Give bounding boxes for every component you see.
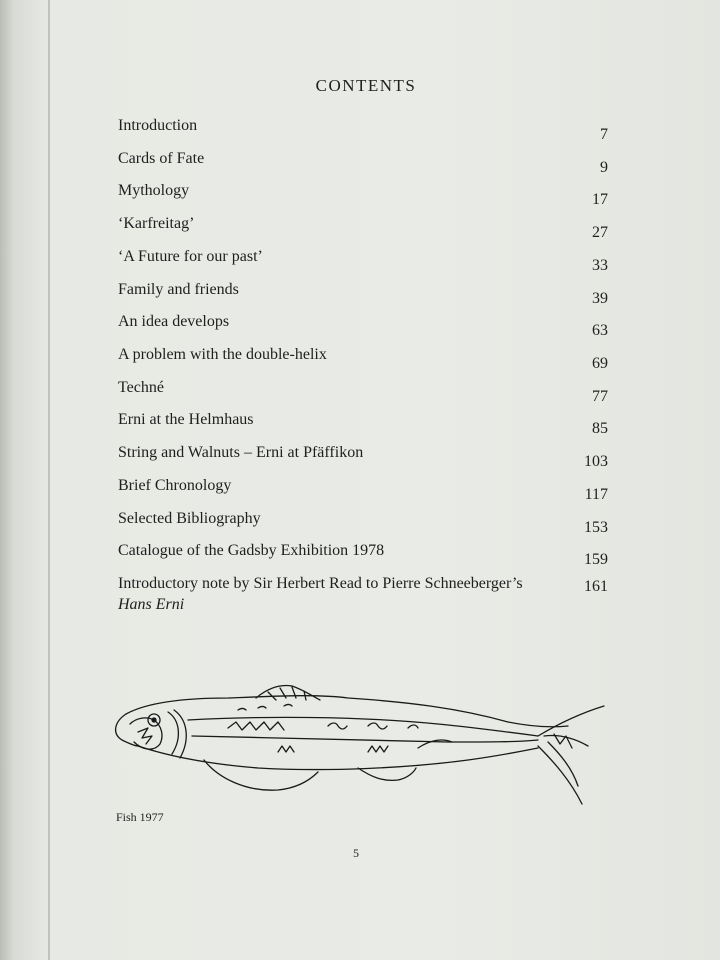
toc-entry-page: 77 <box>592 388 608 405</box>
toc-entry-page: 39 <box>592 290 608 307</box>
toc-entry-title: String and Walnuts – Erni at Pfäffikon <box>118 444 364 461</box>
toc-entry-title: Erni at the Helmhaus <box>118 411 254 428</box>
toc-entry-page: 17 <box>592 191 608 208</box>
toc-entry-page: 159 <box>584 551 608 568</box>
toc-entry-page: 161 <box>584 578 608 595</box>
page-number: 5 <box>353 846 359 860</box>
toc-entry-title: Catalogue of the Gadsby Exhibition 1978 <box>118 542 385 559</box>
toc-entry-page: 117 <box>584 486 608 503</box>
toc-entry-title: A problem with the double-helix <box>118 346 327 363</box>
toc-entry-page: 7 <box>600 126 608 143</box>
toc-entry-page: 27 <box>592 224 608 241</box>
toc-entry-title: Introduction <box>118 117 198 134</box>
page-gutter <box>48 0 50 960</box>
toc-entry-title: Brief Chronology <box>118 477 232 494</box>
toc-entry-title: Mythology <box>118 182 190 199</box>
toc-entry-page: 33 <box>592 257 608 274</box>
toc-entry-page: 69 <box>592 355 608 372</box>
toc-entry-page: 103 <box>584 453 608 470</box>
toc-entry-title: Selected Bibliography <box>118 510 261 527</box>
illustration-caption: Fish 1977 <box>116 810 164 824</box>
fish-drawing <box>108 676 608 816</box>
toc-entry-title: ‘Karfreitag’ <box>118 215 195 232</box>
toc-entry-page: 153 <box>584 519 608 536</box>
contents-heading: CONTENTS <box>315 76 417 95</box>
toc-entry-title: Family and friends <box>118 281 239 298</box>
toc-entry-title-main: Introductory note by Sir Herbert Read to Pierre Schneeberger’s <box>118 575 523 592</box>
toc-entry-page: 9 <box>600 159 608 176</box>
toc-entry-title: ‘A Future for our past’ <box>118 248 263 265</box>
toc-entry-page: 85 <box>592 420 608 437</box>
toc-entry-title: Techné <box>118 379 164 396</box>
toc-entry-title <box>118 573 568 615</box>
toc-entry-title: An idea develops <box>118 313 230 330</box>
toc-entry-title-italic: Hans Erni <box>118 596 185 613</box>
toc-entry-title: Cards of Fate <box>118 150 205 167</box>
toc-entry-page: 63 <box>592 322 608 339</box>
